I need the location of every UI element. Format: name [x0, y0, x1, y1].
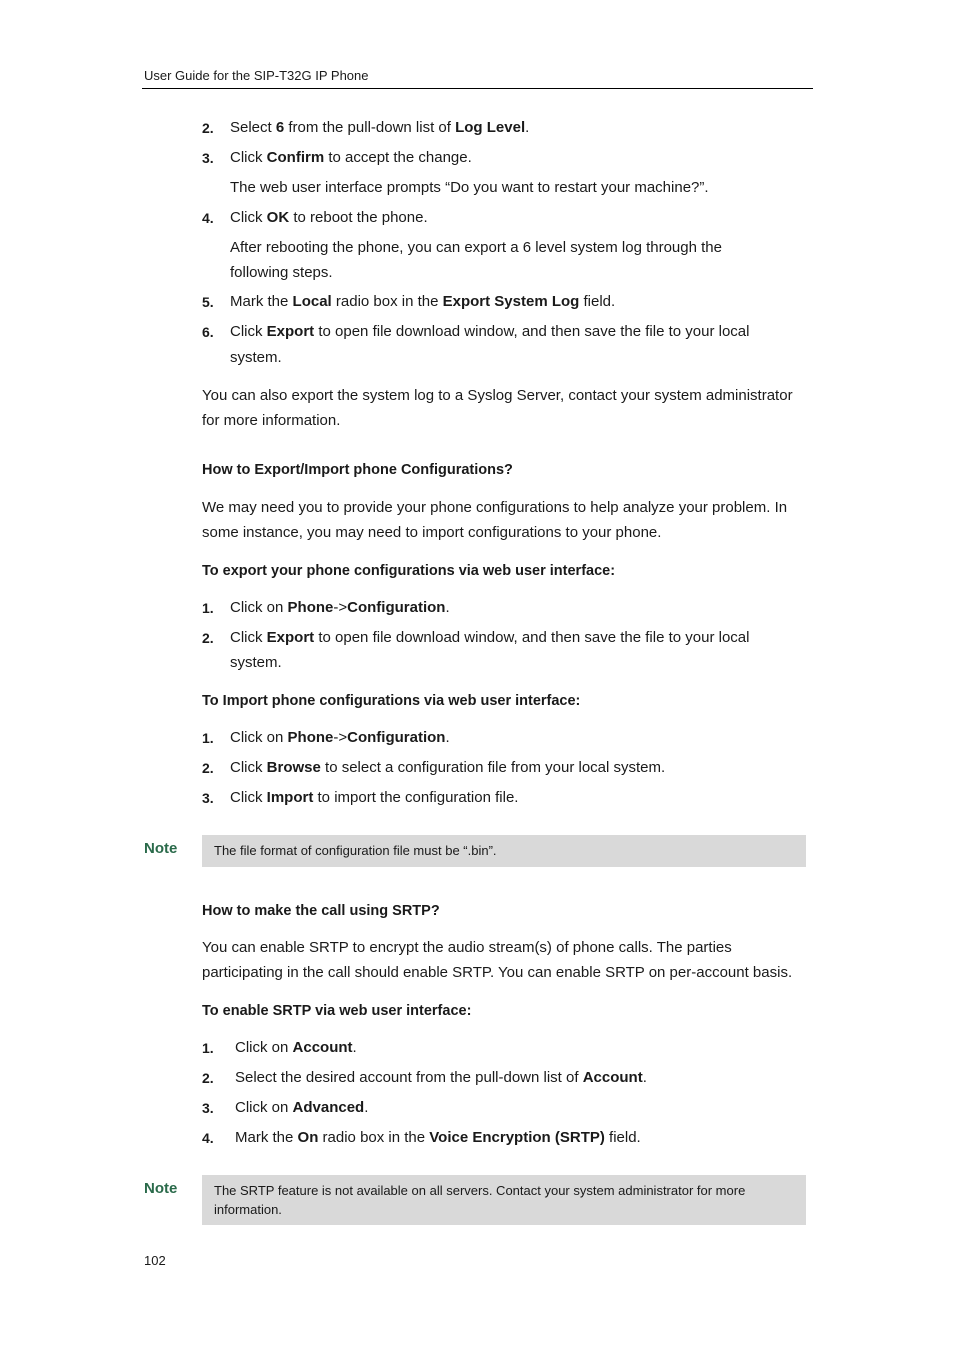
step-bold: Voice Encryption (SRTP) [429, 1129, 605, 1146]
step-text: . [364, 1099, 369, 1116]
step-text: Select the desired account from the pull-down list of [235, 1069, 583, 1086]
step-text: -> [333, 729, 348, 746]
step-text: . [642, 1069, 647, 1086]
step-text: . [352, 1039, 357, 1056]
step-bold: Log Level [455, 119, 526, 136]
step-text: Select [230, 119, 276, 136]
step-text: radio box in the [331, 293, 443, 310]
step-bold: Configuration [347, 599, 446, 616]
step-text: to reboot the phone. [289, 209, 428, 226]
note-box [202, 835, 806, 867]
step-bold: Local [292, 293, 332, 310]
step-text: field. [604, 1129, 641, 1146]
step-bold: Export [266, 323, 315, 340]
step-number: 3. [202, 1100, 214, 1116]
step-text: to open file download window, and then save the file to your local [314, 629, 750, 646]
step-note: After rebooting the phone, you can export a 6 level system log through the [230, 239, 722, 256]
note-label: Note [144, 840, 178, 857]
paragraph: You can enable SRTP to encrypt the audio stream(s) of phone calls. The parties participating in the call should enable SRTP. You can enable SRTP on per-account basis. [202, 939, 793, 981]
step-text: Click [230, 209, 267, 226]
step-number: 1. [202, 600, 214, 616]
step-text: to open file download window, and then save the file to your local [314, 323, 750, 340]
header-rule [142, 88, 813, 89]
step-bold: Export [266, 629, 315, 646]
step-number: 5. [202, 294, 214, 310]
step-number: 2. [202, 760, 214, 776]
step-bold: Phone [287, 729, 334, 746]
step-text: field. [579, 293, 616, 310]
step-number: 4. [202, 210, 214, 226]
step-text: Click on [235, 1099, 293, 1116]
step-number: 3. [202, 790, 214, 806]
step-bold: Account [292, 1039, 353, 1056]
step-number: 2. [202, 1070, 214, 1086]
step-number: 2. [202, 120, 214, 136]
step-text: Click [230, 323, 267, 340]
step-text: . [445, 599, 450, 616]
step-text: Click [230, 759, 267, 776]
step-bold: OK [266, 209, 290, 226]
section-heading: How to Export/Import phone Configurations? [202, 462, 513, 478]
step-bold: Advanced [292, 1099, 365, 1116]
step-number: 1. [202, 730, 214, 746]
step-bold: Browse [266, 759, 321, 776]
note-text: The file format of configuration file must be “.bin”. [214, 843, 497, 858]
step-text: Click on [230, 599, 288, 616]
step-number: 4. [202, 1130, 214, 1146]
step-text: to import the configuration file. [313, 789, 519, 806]
step-text: Click [230, 629, 267, 646]
step-text: from the pull-down list of [284, 119, 456, 136]
step-text: . [445, 729, 450, 746]
step-text: Mark the [235, 1129, 298, 1146]
page-number: 102 [144, 1253, 166, 1268]
step-continuation: system. [230, 654, 282, 671]
step-bold: On [297, 1129, 319, 1146]
step-text: to accept the change. [324, 149, 472, 166]
step-text: Click [230, 789, 267, 806]
note-box [202, 1175, 806, 1225]
step-bold: Export System Log [442, 293, 580, 310]
step-bold: 6 [275, 119, 285, 136]
step-text: Click on [235, 1039, 293, 1056]
step-text: radio box in the [318, 1129, 430, 1146]
step-note: following steps. [230, 264, 333, 281]
step-bold: Phone [287, 599, 334, 616]
step-note: The web user interface prompts “Do you want to restart your machine?”. [230, 179, 709, 196]
subsection-heading: To Import phone configurations via web user interface: [202, 693, 581, 709]
step-number: 2. [202, 630, 214, 646]
step-text: to select a configuration file from your local system. [320, 759, 666, 776]
subsection-heading: To export your phone configurations via web user interface: [202, 563, 616, 579]
step-bold: Import [266, 789, 314, 806]
step-text: Click on [230, 729, 288, 746]
paragraph: You can also export the system log to a Syslog Server, contact your system administrator for more information. [202, 387, 793, 429]
step-number: 6. [202, 324, 214, 340]
step-continuation: system. [230, 349, 282, 366]
step-bold: Configuration [347, 729, 446, 746]
note-label: Note [144, 1180, 178, 1197]
step-number: 1. [202, 1040, 214, 1056]
note-text: The SRTP feature is not available on all servers. Contact your system administrator for more information. [214, 1183, 746, 1217]
step-number: 3. [202, 150, 214, 166]
paragraph: We may need you to provide your phone configurations to help analyze your problem. In some instance, you may need to import configurations to your phone. [202, 499, 788, 541]
step-bold: Confirm [266, 149, 325, 166]
subsection-heading: To enable SRTP via web user interface: [202, 1003, 472, 1019]
step-text: Click [230, 149, 267, 166]
section-heading: How to make the call using SRTP? [202, 903, 440, 919]
step-bold: Account [582, 1069, 643, 1086]
step-text: -> [333, 599, 348, 616]
step-text: Mark the [230, 293, 293, 310]
step-text: . [525, 119, 530, 136]
document-header-title: User Guide for the SIP-T32G IP Phone [144, 68, 369, 83]
